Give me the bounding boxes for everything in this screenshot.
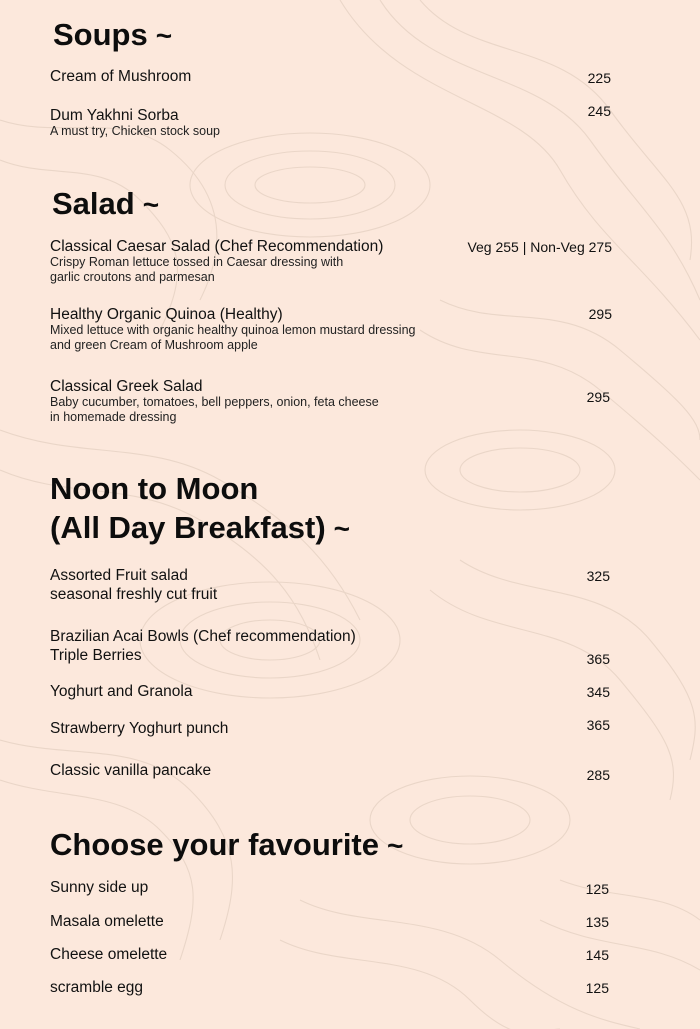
menu-item-name: Masala omelette bbox=[50, 913, 164, 930]
section-title: Salad bbox=[52, 186, 135, 221]
menu-item-price: Veg 255 | Non-Veg 275 bbox=[467, 239, 612, 255]
menu-item-price: 295 bbox=[586, 389, 610, 405]
menu-item-name: Classic vanilla pancake bbox=[50, 762, 212, 779]
menu-item-description: Baby cucumber, tomatoes, bell peppers, onion, feta cheese bbox=[50, 395, 379, 409]
menu-item-description: in homemade dressing bbox=[50, 410, 177, 424]
section-heading-soups bbox=[53, 17, 172, 54]
menu-item-name: Healthy Organic Quinoa (Healthy) bbox=[50, 306, 283, 323]
menu-item-price: 135 bbox=[585, 914, 609, 930]
menu-item-name: Classical Greek Salad bbox=[50, 378, 203, 395]
section-title: Choose your favourite bbox=[50, 827, 379, 862]
menu-item-name: Brazilian Acai Bowls (Chef recommendation) bbox=[50, 628, 356, 645]
menu-item-price: 365 bbox=[586, 651, 610, 667]
tilde-ornament: ~ bbox=[142, 189, 160, 220]
menu-item-name: Sunny side up bbox=[50, 879, 149, 896]
section-heading-salad bbox=[52, 186, 159, 223]
section-heading-breakfast-line2 bbox=[50, 508, 350, 548]
menu-item-description: and green Cream of Mushroom apple bbox=[50, 338, 258, 352]
menu-item-description: Crispy Roman lettuce tossed in Caesar dressing with bbox=[50, 255, 344, 269]
menu-item-name: scramble egg bbox=[50, 979, 144, 996]
menu-item-price: 285 bbox=[586, 767, 610, 783]
section-title: Soups bbox=[53, 17, 148, 52]
tilde-ornament: ~ bbox=[333, 513, 351, 544]
menu-item-description: garlic croutons and parmesan bbox=[50, 270, 215, 284]
menu-item-name: Assorted Fruit salad bbox=[50, 567, 188, 584]
menu-item-price: 345 bbox=[586, 684, 610, 700]
menu-item-price: 225 bbox=[587, 70, 611, 86]
menu-item-description: Mixed lettuce with organic healthy quinoa lemon mustard dressing bbox=[50, 323, 416, 337]
tilde-ornament: ~ bbox=[155, 20, 173, 51]
menu-item-description: A must try, Chicken stock soup bbox=[50, 124, 220, 138]
section-heading-breakfast-line1: Noon to Moon bbox=[50, 471, 259, 506]
menu-item-price: 325 bbox=[586, 568, 610, 584]
menu-item-name: Yoghurt and Granola bbox=[50, 683, 193, 700]
menu-item-price: 365 bbox=[586, 717, 610, 733]
menu-item-price: 125 bbox=[585, 980, 609, 996]
menu-item-price: 295 bbox=[588, 306, 612, 322]
menu-item-price: 125 bbox=[585, 881, 609, 897]
menu-item-subtitle: Triple Berries bbox=[50, 647, 142, 664]
section-heading-favourite bbox=[50, 825, 403, 865]
menu-item-subtitle: seasonal freshly cut fruit bbox=[50, 586, 218, 603]
section-title: (All Day Breakfast) bbox=[50, 510, 326, 545]
menu-item-price: 245 bbox=[587, 103, 611, 119]
menu-item-name: Strawberry Yoghurt punch bbox=[50, 720, 229, 737]
menu-item-price: 145 bbox=[585, 947, 609, 963]
menu-item-name: Classical Caesar Salad (Chef Recommendation) bbox=[50, 238, 384, 255]
tilde-ornament: ~ bbox=[387, 830, 404, 861]
menu-item-name: Cheese omelette bbox=[50, 946, 168, 963]
menu-item-name: Dum Yakhni Sorba bbox=[50, 107, 179, 124]
menu-item-name: Cream of Mushroom bbox=[50, 68, 192, 85]
